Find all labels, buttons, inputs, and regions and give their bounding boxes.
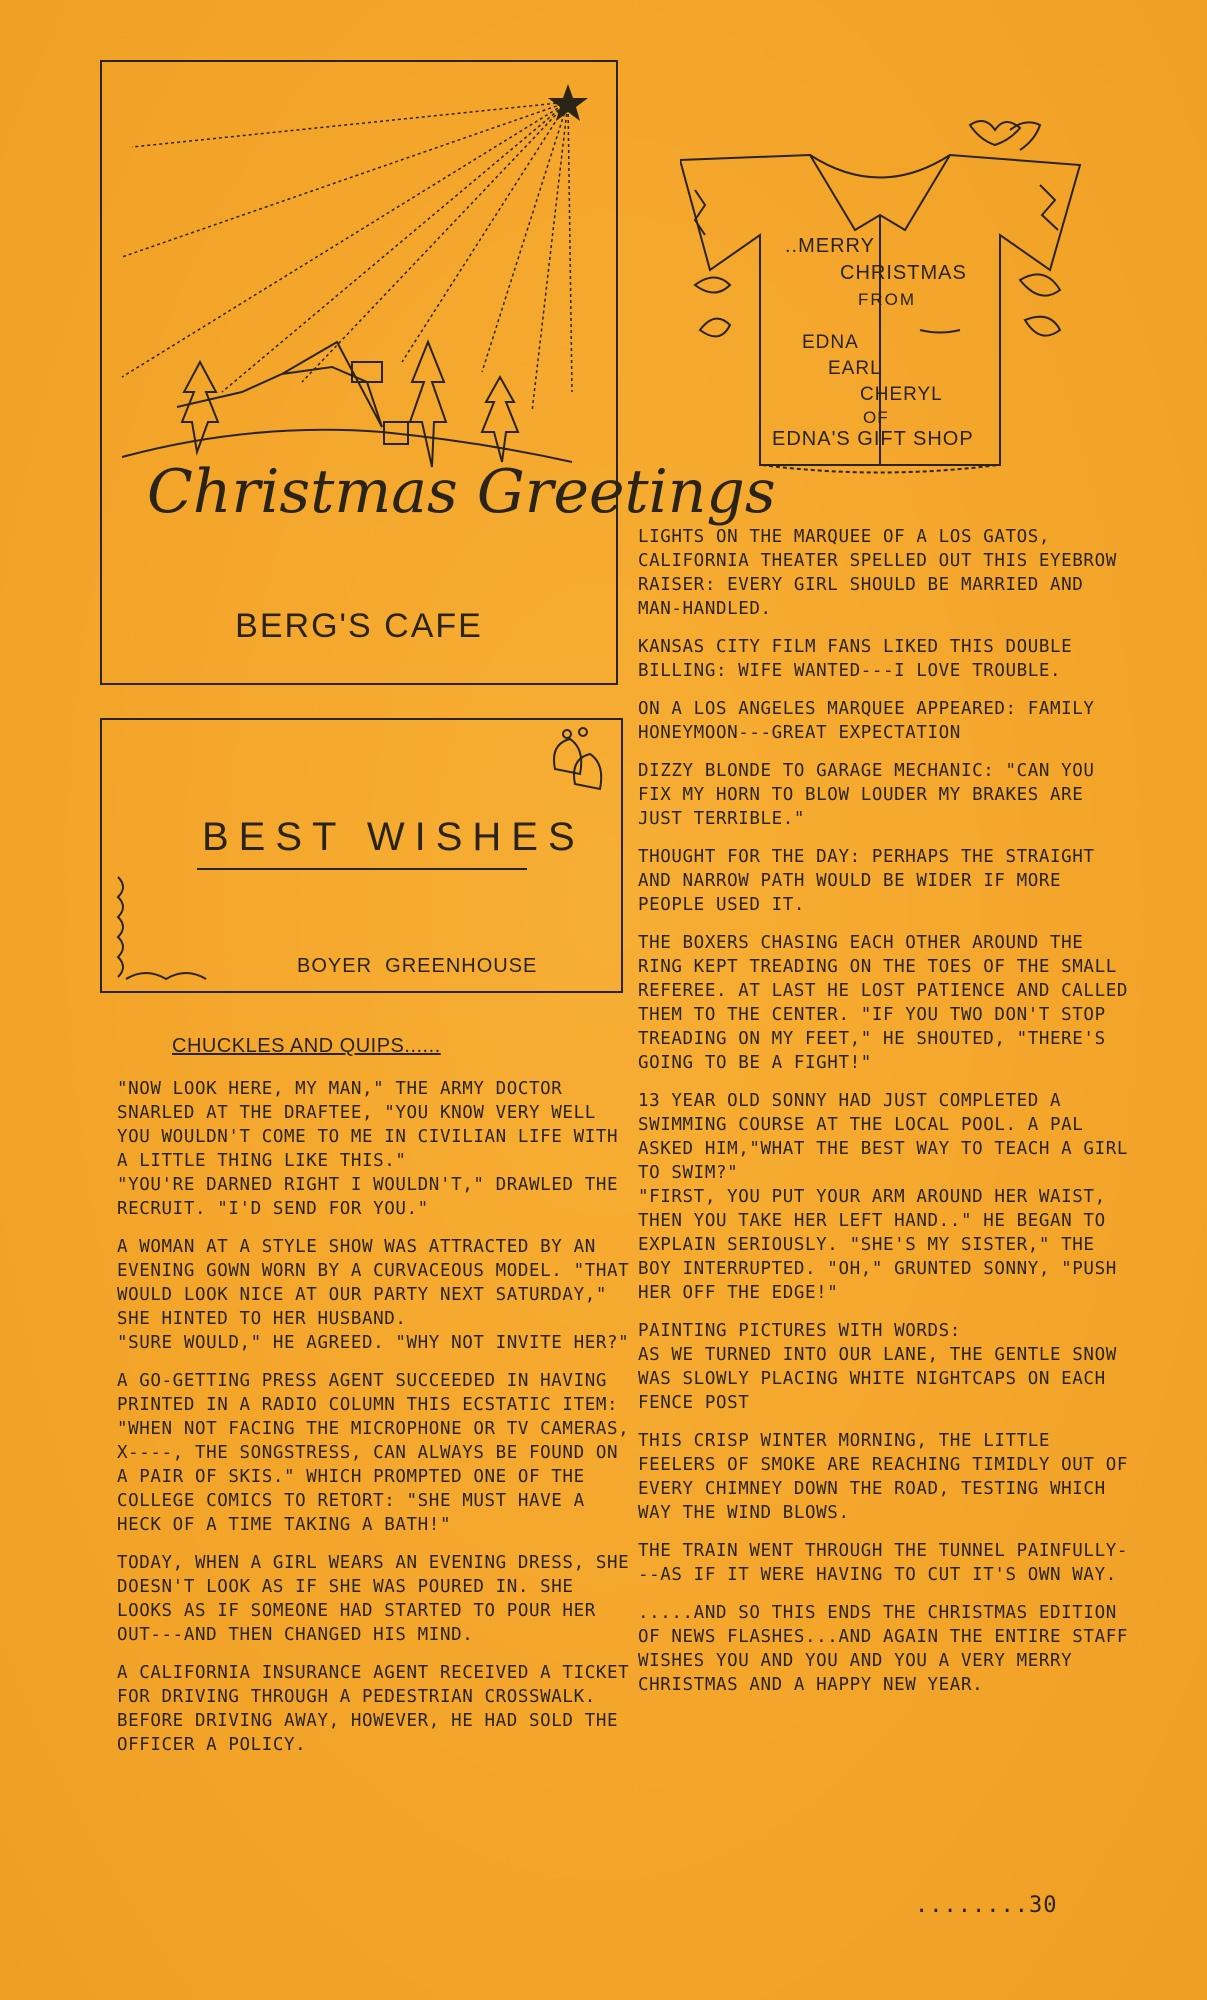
- gift-name-earl: EARL: [828, 358, 882, 379]
- gift-name-edna: EDNA: [802, 332, 859, 353]
- right-item: THE BOXERS CHASING EACH OTHER AROUND THE RING KEPT TREADING ON THE TOES OF THE SMALL REFEREE. AT LAST HE LOST PATIENCE AND CALLED THEM TO THE CENTER. "IF YOU TWO DON'T STOP TREADING ON MY FEET," HE SHOUTED, "THERE'S GOING TO BE A FIGHT!": [638, 933, 1128, 1073]
- right-item: ON A LOS ANGELES MARQUEE APPEARED: FAMILY HONEYMOON---GREAT EXPECTATION: [638, 699, 1095, 743]
- gift-shop-card: [680, 110, 1090, 480]
- right-item: KANSAS CITY FILM FANS LIKED THIS DOUBLE BILLING: WIFE WANTED---I LOVE TROUBLE.: [638, 637, 1073, 681]
- gift-name-cheryl: CHERYL: [860, 384, 943, 405]
- holly-border-icon: [106, 867, 226, 987]
- left-item: "YOU'RE DARNED RIGHT I WOULDN'T," DRAWLED THE RECRUIT. "I'D SEND FOR YOU.": [117, 1175, 619, 1219]
- right-item: .....AND SO THIS ENDS THE CHRISTMAS EDITION OF NEWS FLASHES...AND AGAIN THE ENTIRE STAFF WISHES YOU AND YOU AND YOU A VERY MERRY CHRISTMAS AND A HAPPY NEW YEAR.: [638, 1603, 1128, 1695]
- left-item: A CALIFORNIA INSURANCE AGENT RECEIVED A TICKET FOR DRIVING THROUGH A PEDESTRIAN CROSSWALK. BEFORE DRIVING AWAY, HOWEVER, HE HAD SOLD THE OFFICER A POLICY.: [117, 1663, 630, 1755]
- gift-line-of: OF: [863, 408, 889, 427]
- right-item: LIGHTS ON THE MARQUEE OF A LOS GATOS, CALIFORNIA THEATER SPELLED OUT THIS EYEBROW RAISER: EVERY GIRL SHOULD BE MARRIED AND MAN-HANDLED.: [638, 527, 1117, 619]
- left-item: A GO-GETTING PRESS AGENT SUCCEEDED IN HAVING PRINTED IN A RADIO COLUMN THIS ECSTATIC ITEM: "WHEN NOT FACING THE MICROPHONE OR TV CAMERAS, X----, THE SONGSTRESS, CAN ALWAYS BE FOUND ON A PAIR OF SKIS." WHICH PROMPTED ONE OF THE COLLEGE COMICS TO RETORT: "SHE MUST HAVE A HECK OF A TIME TAKING A BATH!": [117, 1371, 630, 1535]
- gift-line-christmas: CHRISTMAS: [840, 262, 967, 284]
- bells-icon: [535, 724, 615, 804]
- right-item: DIZZY BLONDE TO GARAGE MECHANIC: "CAN YOU FIX MY HORN TO BLOW LOUDER MY BRAKES ARE JUST TERRIBLE.": [638, 761, 1095, 829]
- right-item: AS WE TURNED INTO OUR LANE, THE GENTLE SNOW WAS SLOWLY PLACING WHITE NIGHTCAPS ON EACH FENCE POST: [638, 1345, 1117, 1413]
- gift-shop-name: EDNA'S GIFT SHOP: [772, 428, 974, 450]
- boyer-greenhouse-card: [100, 718, 623, 993]
- chuckles-and-quips-heading: CHUCKLES AND QUIPS......: [172, 1035, 441, 1057]
- right-item: 13 YEAR OLD SONNY HAD JUST COMPLETED A SWIMMING COURSE AT THE LOCAL POOL. A PAL ASKED HIM,"WHAT THE BEST WAY TO TEACH A GIRL TO SWIM?": [638, 1091, 1128, 1183]
- right-item: THOUGHT FOR THE DAY: PERHAPS THE STRAIGHT AND NARROW PATH WOULD BE WIDER IF MORE PEOPLE USED IT.: [638, 847, 1095, 915]
- left-item: "NOW LOOK HERE, MY MAN," THE ARMY DOCTOR SNARLED AT THE DRAFTEE, "YOU KNOW VERY WELL YOU WOULDN'T COME TO ME IN CIVILIAN LIFE WITH A LITTLE THING LIKE THIS.": [117, 1079, 619, 1171]
- gift-line-merry: ..MERRY: [785, 235, 875, 257]
- right-item: THE TRAIN WENT THROUGH THE TUNNEL PAINFULLY---AS IF IT WERE HAVING TO CUT IT'S OWN WAY.: [638, 1541, 1128, 1585]
- right-item: "FIRST, YOU PUT YOUR ARM AROUND HER WAIST, THEN YOU TAKE HER LEFT HAND.." HE BEGAN TO EXPLAIN SERIOUSLY. "SHE'S MY SISTER," THE BOY INTERRUPTED. "OH," GRUNTED SONNY, "PUSH HER OFF THE EDGE!": [638, 1187, 1117, 1303]
- boyer-greenhouse-name: BOYER GREENHOUSE: [297, 955, 538, 977]
- star-and-house-drawing: [102, 62, 616, 683]
- left-column: [117, 1077, 637, 1771]
- berg-cafe-card: [100, 60, 776, 685]
- page-number: ........30: [915, 1893, 1058, 1918]
- left-item: "SURE WOULD," HE AGREED. "WHY NOT INVITE HER?": [117, 1333, 630, 1353]
- best-wishes-text: BEST WISHES: [202, 815, 585, 859]
- right-item: THIS CRISP WINTER MORNING, THE LITTLE FEELERS OF SMOKE ARE REACHING TIMIDLY OUT OF EVERY CHIMNEY DOWN THE ROAD, TESTING WHICH WAY THE WIND BLOWS.: [638, 1431, 1128, 1523]
- right-column: [638, 525, 1138, 1711]
- christmas-greetings-text: Christmas Greetings: [147, 457, 776, 527]
- left-item: A WOMAN AT A STYLE SHOW WAS ATTRACTED BY AN EVENING GOWN WORN BY A CURVACEOUS MODEL. "THAT WOULD LOOK NICE AT OUR PARTY NEXT SATURDAY," SHE HINTED TO HER HUSBAND.: [117, 1237, 630, 1329]
- gift-line-from: FROM: [858, 290, 917, 309]
- berg-cafe-name: BERG'S CAFE: [235, 607, 483, 645]
- right-item: PAINTING PICTURES WITH WORDS:: [638, 1321, 961, 1341]
- best-wishes-underline: [197, 868, 527, 870]
- left-item: TODAY, WHEN A GIRL WEARS AN EVENING DRESS, SHE DOESN'T LOOK AS IF SHE WAS POURED IN. SHE LOOKS AS IF SOMEONE HAD STARTED TO POUR HER OUT---AND THEN CHANGED HIS MIND.: [117, 1553, 630, 1645]
